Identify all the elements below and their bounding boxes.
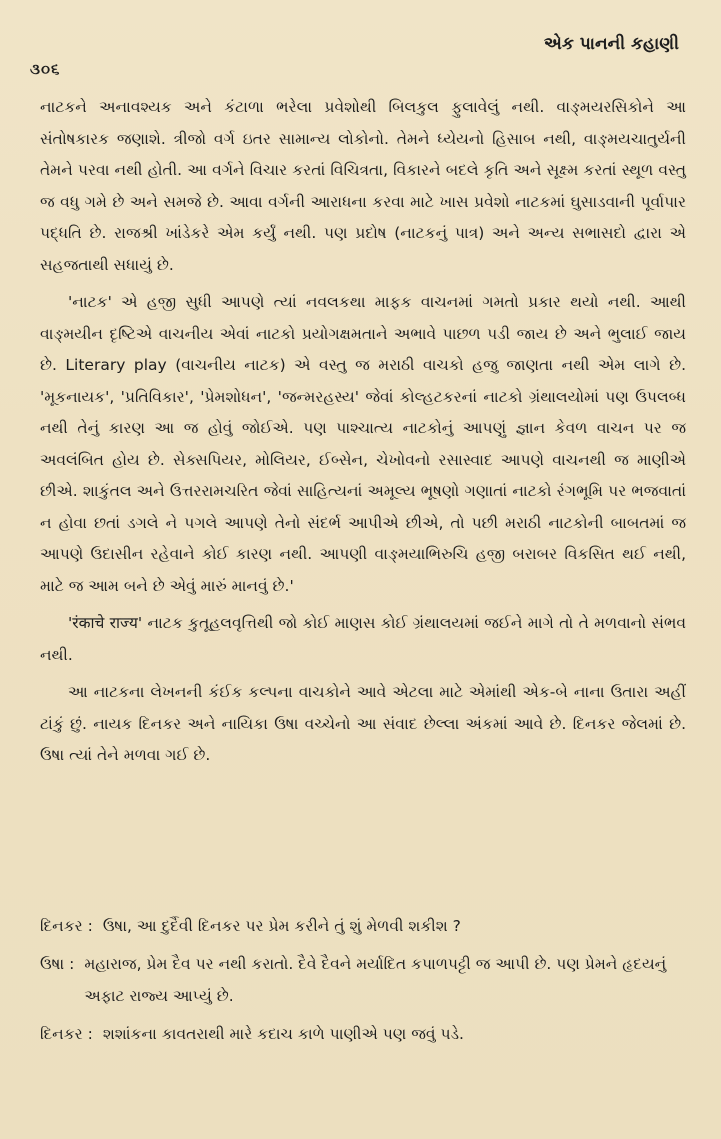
dialogue-line [40, 1018, 690, 1050]
paragraph-1: નાટકને અનાવશ્યક અને કંટાળા ભરેલા પ્રવેશોથી બિલકુલ ફુલાવેલું નથી. વાઙ્મયરસિકોને આ સંતોષકારક જણાશે. ત્રીજો વર્ગ ઇતર સામાન્ય લોકોનો. તેમને ધ્યેયનો હિસાબ નથી, વાઙ્મયચાતુર્યની તેમને પરવા નથી હોતી. આ વર્ગને વિચાર કરતાં વિચિત્રતા, વિકારને બદલે કૃતિ અને સૂક્ષ્મ કરતાં સ્થૂળ વસ્તુ જ વધુ ગમે છે અને સમજે છે. આવા વર્ગની આરાધના કરવા માટે ખાસ પ્રવેશો નાટકમાં ઘુસાડવાની પૂર્વાપાર પદ્ધતિ છે. રાજશ્રી ખાંડેકરે એમ કર્યું નથી. પણ પ્રદોષ (નાટકનું પાત્ર) અને અન્ય સભાસદો દ્વારા એ સહજતાથી સધાયું છે. [40, 98, 686, 274]
paragraph-2: 'નાટક' એ હજી સુધી આપણે ત્યાં નવલકથા માફક વાચનમાં ગમતો પ્રકાર થયો નથી. આથી વાઙ્મયીન દૃષ્ટિએ વાચનીય એવાં નાટકો પ્રયોગક્ષમતાને અભાવે પાછળ પડી જાય છે અને ભુલાઈ જાય છે. Literary play (વાચનીય નાટક) એ વસ્તુ જ મરાઠી વાચકો હજુ જાણતા નથી એમ લાગે છે. 'મૂકનાયક', 'પ્રતિવિકાર', 'પ્રેમશોધન', 'જન્મરહસ્ય' જેવાં કોલ્હટકરનાં નાટકો ગ્રંથાલયોમાં પણ ઉપલબ્ધ નથી તેનું કારણ આ જ હોવું જોઈએ. પણ પાશ્ચાત્ય નાટકોનું આપણું જ્ઞાન કેવળ વાચન પર જ અવલંબિત હોય છે. સેક્સપિયર, મોલિયર, ઈબ્સેન, ચેખોવનો રસાસ્વાદ આપણે વાચનથી જ માણીએ છીએ. શાકુંતલ અને ઉત્તરરામચરિત જેવાં સાહિત્યનાં અમૂલ્ય ભૂષણો ગણાતાં નાટકો રંગભૂમિ પર ભજવાતાં ન હોવા છતાં ડગલે ને પગલે આપણે તેનો સંદર્ભ આપીએ છીએ, તો પછી મરાઠી નાટકોની બાબતમાં જ આપણે ઉદાસીન રહેવાને કોઈ કારણ નથી. આપણી વાઙ્મયાભિરુચિ હજી બરાબર વિકસિત થઈ નથી, માટે જ આમ બને છે એવું મારું માનવું છે.' [40, 293, 686, 595]
speaker-name: ઉષા : [40, 955, 75, 973]
running-title: એક પાનની કહાણી [543, 34, 679, 54]
dialogue-line [40, 910, 690, 942]
speech-text: ઉષા, આ દુર્દૈવી દિનકર પર પ્રેમ કરીને તું શું મેળવી શકીશ ? [102, 917, 461, 935]
speech-text: શશાંકના કાવતરાથી મારે કદાચ કાળે પાણીએ પણ જવું પડે. [102, 1025, 464, 1043]
speaker-name: દિનકર : [40, 917, 93, 935]
dialogue-line [40, 948, 690, 1012]
body-text [40, 92, 686, 778]
page-number: ૩૦૬ [30, 60, 61, 78]
speech-text: મહારાજ, પ્રેમ દૈવ પર નથી કરાતો. દૈવે દૈવને મર્યાદિત કપાળપટ્ટી જ આપી છે. પણ પ્રેમને હૃદયનું અફાટ રાજ્ય આપ્યું છે. [84, 955, 667, 1005]
paragraph-3: 'रंकाचे राज्य' નાટક કુતૂહલવૃત્તિથી જો કોઈ માણસ કોઈ ગ્રંથાલયમાં જઈને માગે તો તે મળવાનો સંભવ નથી. [40, 614, 686, 664]
speaker-name: દિનકર : [40, 1025, 93, 1043]
paragraph-4: આ નાટકના લેખનની કંઈક કલ્પના વાચકોને આવે એટલા માટે એમાંથી એક-બે નાના ઉતારા અહીં ટાંકું છું. નાયક દિનકર અને નાયિકા ઉષા વચ્ચેનો આ સંવાદ છેલ્લા અંકમાં આવે છે. દિનકર જેલમાં છે. ઉષા ત્યાં તેને મળવા ગઈ છે. [40, 683, 686, 764]
dialogue-block [40, 910, 690, 1056]
